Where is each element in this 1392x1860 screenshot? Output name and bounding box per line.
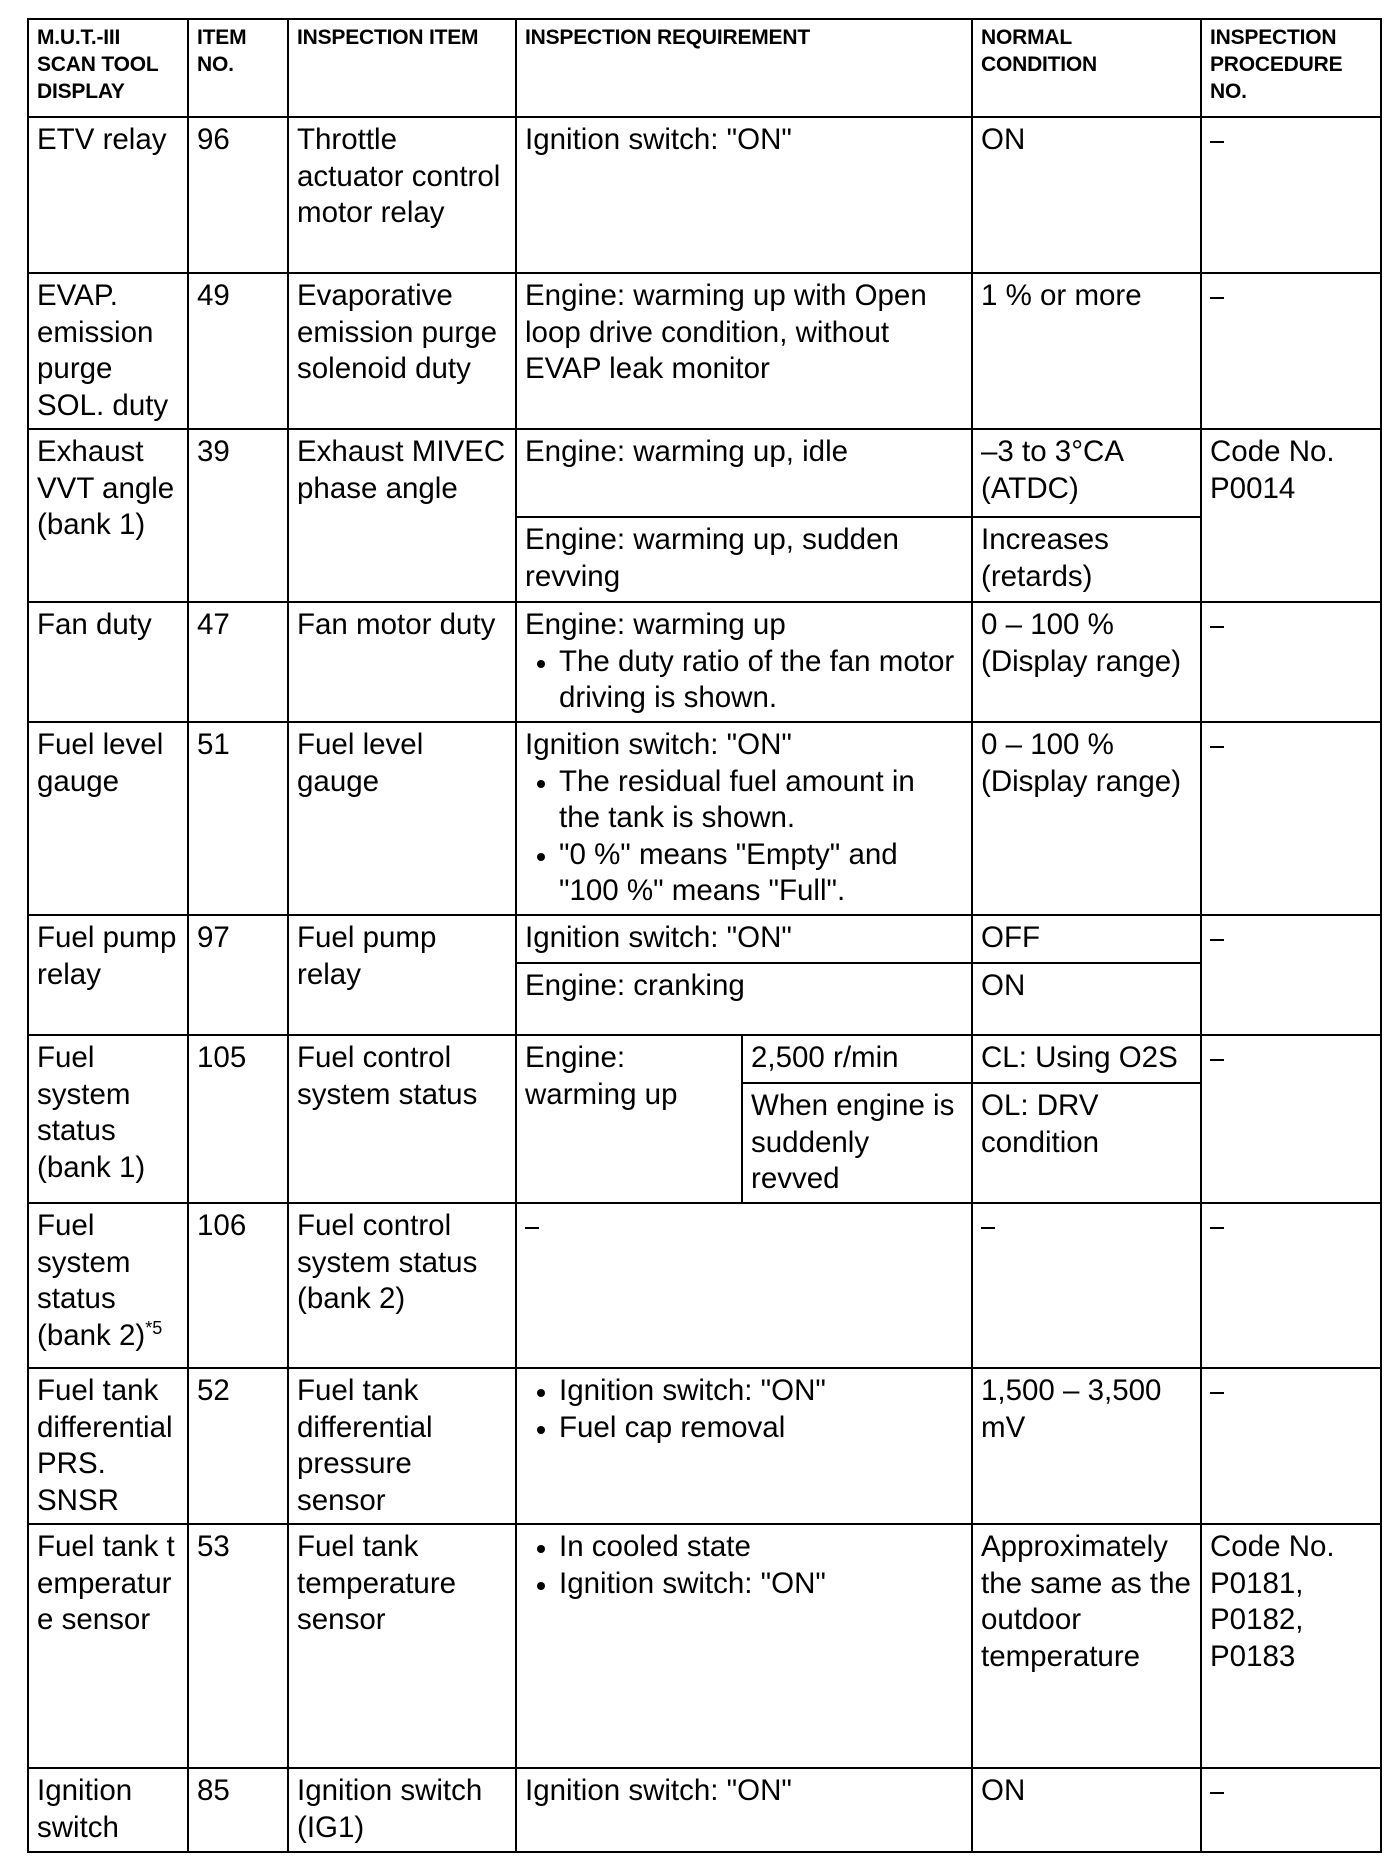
cell-display: Exhaust VVT angle (bank 1) xyxy=(28,429,188,602)
cell-normal: –3 to 3°CA (ATDC) xyxy=(972,429,1201,517)
cell-normal: ON xyxy=(972,117,1201,273)
table-row xyxy=(28,117,1381,273)
cell-item-no: 106 xyxy=(188,1203,288,1368)
cell-requirement: Engine: warming up xyxy=(516,1035,742,1203)
cell-inspection-item: Fuel control system status (bank 2) xyxy=(288,1203,516,1368)
dash-mark xyxy=(525,1227,539,1229)
cell-procedure xyxy=(1201,117,1381,273)
cell-requirement: Ignition switch: "ON" xyxy=(516,117,972,273)
header-normal-condition: NORMAL CONDITION xyxy=(972,19,1201,117)
cell-display xyxy=(28,1203,188,1368)
cell-normal: ON xyxy=(972,1768,1201,1852)
cell-item-no: 47 xyxy=(188,602,288,722)
requirement-bullets xyxy=(525,1373,963,1446)
cell-display: Fuel system status (bank 1) xyxy=(28,1035,188,1203)
requirement-bullets xyxy=(525,644,963,717)
header-requirement: INSPECTION REQUIREMENT xyxy=(516,19,972,117)
cell-requirement xyxy=(516,602,972,722)
cell-display: Fuel tank differential PRS. SNSR xyxy=(28,1368,188,1524)
requirement-text: Ignition switch: "ON" xyxy=(525,728,792,761)
cell-normal: OFF xyxy=(972,915,1201,963)
cell-normal: OL: DRV condition xyxy=(972,1083,1201,1203)
cell-item-no: 52 xyxy=(188,1368,288,1524)
cell-procedure: Code No. P0181, P0182, P0183 xyxy=(1201,1524,1381,1768)
list-item: The residual fuel amount in the tank is shown. xyxy=(525,764,963,837)
cell-sub-condition: When engine is suddenly revved xyxy=(742,1083,972,1203)
list-item: Ignition switch: "ON" xyxy=(525,1566,963,1603)
cell-normal: Increases (retards) xyxy=(972,517,1201,602)
dash-mark xyxy=(1210,297,1224,299)
cell-procedure xyxy=(1201,915,1381,1035)
dash-mark xyxy=(1210,626,1224,628)
cell-normal: Approximately the same as the outdoor temperature xyxy=(972,1524,1201,1768)
cell-requirement: Engine: warming up with Open loop drive condition, without EVAP leak monitor xyxy=(516,273,972,429)
display-text: Fuel system status (bank 2) xyxy=(37,1209,146,1352)
table-row xyxy=(28,1768,1381,1852)
cell-normal: 1,500 – 3,500 mV xyxy=(972,1368,1201,1524)
cell-item-no: 51 xyxy=(188,722,288,915)
dash-mark xyxy=(1210,1792,1224,1794)
cell-procedure xyxy=(1201,1368,1381,1524)
cell-item-no: 85 xyxy=(188,1768,288,1852)
cell-inspection-item: Fuel pump relay xyxy=(288,915,516,1035)
header-inspection-item: INSPECTION ITEM xyxy=(288,19,516,117)
requirement-bullets xyxy=(525,764,963,910)
cell-display: Fuel pump relay xyxy=(28,915,188,1035)
cell-inspection-item: Fuel level gauge xyxy=(288,722,516,915)
table-row xyxy=(28,1203,1381,1368)
footnote-marker: *5 xyxy=(145,1317,163,1338)
requirement-bullets xyxy=(525,1529,963,1602)
table-row xyxy=(28,1035,1381,1083)
cell-item-no: 105 xyxy=(188,1035,288,1203)
cell-inspection-item: Evaporative emission purge solenoid duty xyxy=(288,273,516,429)
table-row xyxy=(28,273,1381,429)
cell-normal: 1 % or more xyxy=(972,273,1201,429)
cell-item-no: 53 xyxy=(188,1524,288,1768)
cell-inspection-item: Ignition switch (IG1) xyxy=(288,1768,516,1852)
cell-inspection-item: Fuel tank differential pressure sensor xyxy=(288,1368,516,1524)
cell-requirement xyxy=(516,1203,972,1368)
requirement-text: Engine: warming up xyxy=(525,608,786,641)
cell-procedure xyxy=(1201,1035,1381,1203)
cell-requirement: Ignition switch: "ON" xyxy=(516,1768,972,1852)
cell-requirement xyxy=(516,1524,972,1768)
cell-item-no: 39 xyxy=(188,429,288,602)
dash-mark xyxy=(1210,1059,1224,1061)
cell-requirement: Engine: cranking xyxy=(516,963,972,1035)
table-row xyxy=(28,1524,1381,1768)
cell-normal: 0 – 100 % (Display range) xyxy=(972,722,1201,915)
table-row xyxy=(28,429,1381,517)
dash-mark xyxy=(1210,939,1224,941)
dash-mark xyxy=(1210,1227,1224,1229)
cell-procedure: Code No. P0014 xyxy=(1201,429,1381,602)
cell-procedure xyxy=(1201,273,1381,429)
cell-procedure xyxy=(1201,602,1381,722)
list-item: "0 %" means "Empty" and "100 %" means "Full". xyxy=(525,837,963,910)
cell-requirement xyxy=(516,722,972,915)
cell-requirement: Ignition switch: "ON" xyxy=(516,915,972,963)
list-item: In cooled state xyxy=(525,1529,963,1566)
cell-inspection-item: Fan motor duty xyxy=(288,602,516,722)
cell-item-no: 96 xyxy=(188,117,288,273)
dash-mark xyxy=(1210,141,1224,143)
cell-inspection-item: Fuel tank temperature sensor xyxy=(288,1524,516,1768)
cell-display: Fuel level gauge xyxy=(28,722,188,915)
cell-sub-condition: 2,500 r/min xyxy=(742,1035,972,1083)
table-row xyxy=(28,1368,1381,1524)
cell-item-no: 97 xyxy=(188,915,288,1035)
cell-display: Fuel tank temperature sensor xyxy=(28,1524,188,1768)
cell-procedure xyxy=(1201,1768,1381,1852)
dash-mark xyxy=(981,1227,995,1229)
header-item-no: ITEM NO. xyxy=(188,19,288,117)
list-item: Fuel cap removal xyxy=(525,1410,963,1447)
cell-procedure xyxy=(1201,1203,1381,1368)
cell-item-no: 49 xyxy=(188,273,288,429)
cell-inspection-item: Fuel control system status xyxy=(288,1035,516,1203)
dash-mark xyxy=(1210,1392,1224,1394)
cell-inspection-item: Exhaust MIVEC phase angle xyxy=(288,429,516,602)
list-item: Ignition switch: "ON" xyxy=(525,1373,963,1410)
cell-requirement: Engine: warming up, idle xyxy=(516,429,972,517)
header-procedure: INSPECTION PROCEDURE NO. xyxy=(1201,19,1381,117)
header-display: M.U.T.-III SCAN TOOL DISPLAY xyxy=(28,19,188,117)
cell-inspection-item: Throttle actuator control motor relay xyxy=(288,117,516,273)
cell-procedure xyxy=(1201,722,1381,915)
cell-display: ETV relay xyxy=(28,117,188,273)
cell-requirement xyxy=(516,1368,972,1524)
cell-normal: CL: Using O2S xyxy=(972,1035,1201,1083)
inspection-table xyxy=(27,18,1382,1853)
table-row xyxy=(28,722,1381,915)
header-row xyxy=(28,19,1381,117)
cell-normal: ON xyxy=(972,963,1201,1035)
dash-mark xyxy=(1210,746,1224,748)
cell-requirement: Engine: warming up, sudden revving xyxy=(516,517,972,602)
table-row xyxy=(28,915,1381,963)
list-item: The duty ratio of the fan motor driving is shown. xyxy=(525,644,963,717)
cell-normal xyxy=(972,1203,1201,1368)
cell-normal: 0 – 100 % (Display range) xyxy=(972,602,1201,722)
table-row xyxy=(28,602,1381,722)
cell-display: Ignition switch xyxy=(28,1768,188,1852)
cell-display: EVAP. emission purge SOL. duty xyxy=(28,273,188,429)
cell-display: Fan duty xyxy=(28,602,188,722)
